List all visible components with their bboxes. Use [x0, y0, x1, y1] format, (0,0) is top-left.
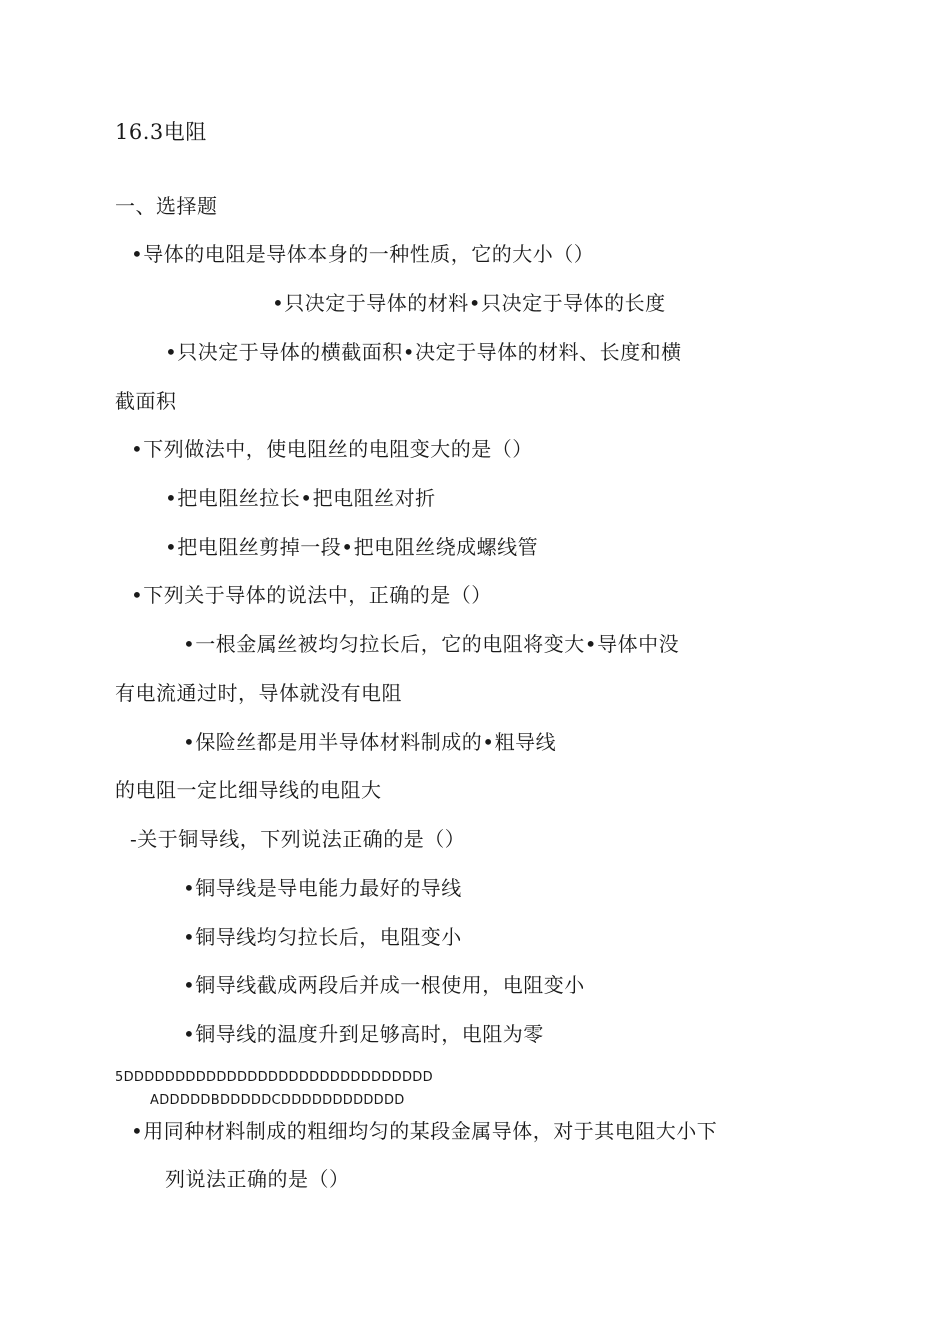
question-2-options-line-1: •把电阻丝拉长•把电阻丝对折: [165, 486, 436, 510]
question-4-option-c: •铜导线截成两段后并成一根使用，电阻变小: [183, 973, 585, 997]
answer-code-line-2: ADDDDDBDDDDDCDDDDDDDDDDDD: [150, 1093, 405, 1108]
page-title: 16.3电阻: [115, 120, 207, 144]
section-heading: 一、选择题: [115, 194, 218, 218]
question-3-options-line-4: 的电阻一定比细导线的电阻大: [115, 778, 382, 802]
question-3-options-line-2: 有电流通过时，导体就没有电阻: [115, 681, 402, 705]
question-3-stem: •下列关于导体的说法中，正确的是（）: [131, 583, 492, 607]
question-3-options-line-1: •一根金属丝被均匀拉长后，它的电阻将变大•导体中没: [183, 632, 680, 656]
question-4-option-b: •铜导线均匀拉长后，电阻变小: [183, 925, 462, 949]
question-2-options-line-2: •把电阻丝剪掉一段•把电阻丝绕成螺线管: [165, 535, 539, 559]
question-4-option-d: •铜导线的温度升到足够高时，电阻为零: [183, 1022, 544, 1046]
question-1-options-line-1: •只决定于导体的材料•只决定于导体的长度: [272, 291, 666, 315]
question-3-options-line-3: •保险丝都是用半导体材料制成的•粗导线: [183, 730, 557, 754]
question-4-stem: -关于铜导线，下列说法正确的是（）: [130, 827, 466, 851]
question-1-options-line-2: •只决定于导体的横截面积•决定于导体的材料、长度和横: [165, 340, 682, 364]
question-2-stem: •下列做法中，使电阻丝的电阻变大的是（）: [131, 437, 533, 461]
question-5-stem: •用同种材料制成的粗细均匀的某段金属导体，对于其电阻大小下: [131, 1119, 718, 1143]
question-1-options-line-3: 截面积: [115, 389, 177, 413]
answer-code-line-1: 5DDDDDDDDDDDDDDDDDDDDDDDDDDDDDD: [115, 1070, 433, 1085]
question-1-stem: •导体的电阻是导体本身的一种性质，它的大小（）: [131, 242, 595, 266]
question-5-stem-continued: 列说法正确的是（）: [165, 1167, 350, 1191]
question-4-option-a: •铜导线是导电能力最好的导线: [183, 876, 462, 900]
